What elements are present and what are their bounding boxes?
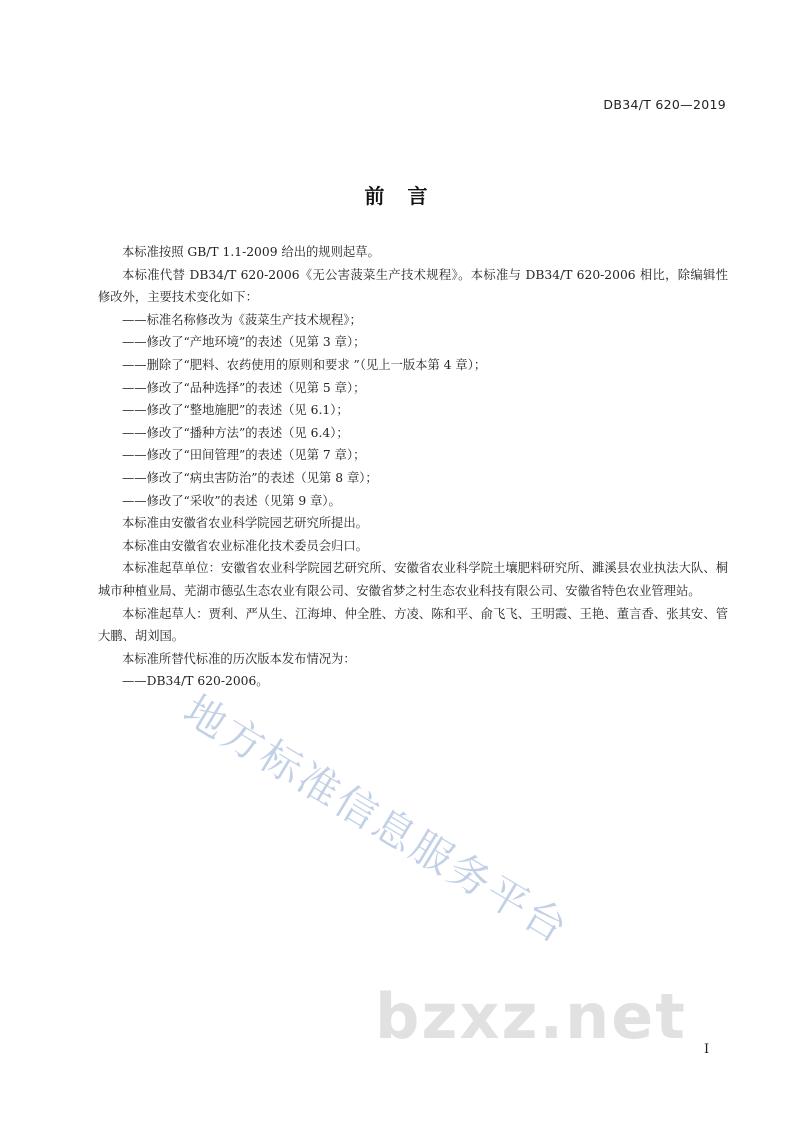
history-item: ——DB34/T 620-2006。	[122, 674, 269, 689]
change-item: ——修改了“采收”的表述（见第 9 章）。	[122, 493, 341, 508]
paragraph-history: 本标准所替代标准的历次版本发布情况为：	[122, 651, 356, 666]
change-item: ——删除了“肥料、农药使用的原则和要求 ”（见上一版本第 4 章）；	[122, 357, 487, 372]
standard-code: DB34/T 620—2019	[603, 97, 726, 112]
platform-watermark: 地方标准信息服务平台	[175, 685, 578, 954]
change-item: ——修改了“产地环境”的表述（见第 3 章）；	[122, 335, 366, 350]
paragraph-drafting-units: 本标准起草单位：安徽省农业科学院园艺研究所、安徽省农业科学院土壤肥料研究所、濉溪县农业执法大队、桐城市种植业局、芜湖市德弘生态农业有限公司、安徽省梦之村生态农业科技有限公司、安徽省特色农业管理站。	[98, 561, 728, 598]
change-item: ——标准名称修改为《菠菜生产技术规程》；	[122, 312, 362, 327]
site-watermark: bzxz.net	[375, 980, 687, 1053]
change-item: ——修改了“田间管理”的表述（见第 7 章）；	[122, 448, 366, 463]
paragraph-drafting-rules: 本标准按照 GB/T 1.1-2009 给出的规则起草。	[122, 245, 380, 259]
change-item: ——修改了“病虫害防治”的表述（见第 8 章）；	[122, 470, 378, 485]
change-item: ——修改了“品种选择”的表述（见第 5 章）；	[122, 380, 366, 395]
paragraph-proposer: 本标准由安徽省农业科学院园艺研究所提出。	[122, 516, 368, 531]
page-number: I	[704, 1042, 710, 1057]
change-item: ——修改了“播种方法”的表述（见 6.4）；	[122, 425, 349, 440]
change-item: ——修改了“整地施肥”的表述（见 6.1）；	[122, 403, 349, 418]
page-title: 前 言	[364, 184, 436, 208]
paragraph-committee: 本标准由安徽省农业标准化技术委员会归口。	[122, 538, 368, 553]
paragraph-replacement: 本标准代替 DB34/T 620-2006《无公害菠菜生产技术规程》。本标准与 DB34/T 620-2006 相比，除编辑性修改外，主要技术变化如下：	[98, 267, 728, 305]
paragraph-drafters: 本标准起草人：贾利、严从生、江海坤、仲全胜、方凌、陈和平、俞飞飞、王明霞、王艳、董言香、张其安、管大鹏、胡刘国。	[98, 606, 728, 644]
foreword-body	[98, 241, 728, 693]
